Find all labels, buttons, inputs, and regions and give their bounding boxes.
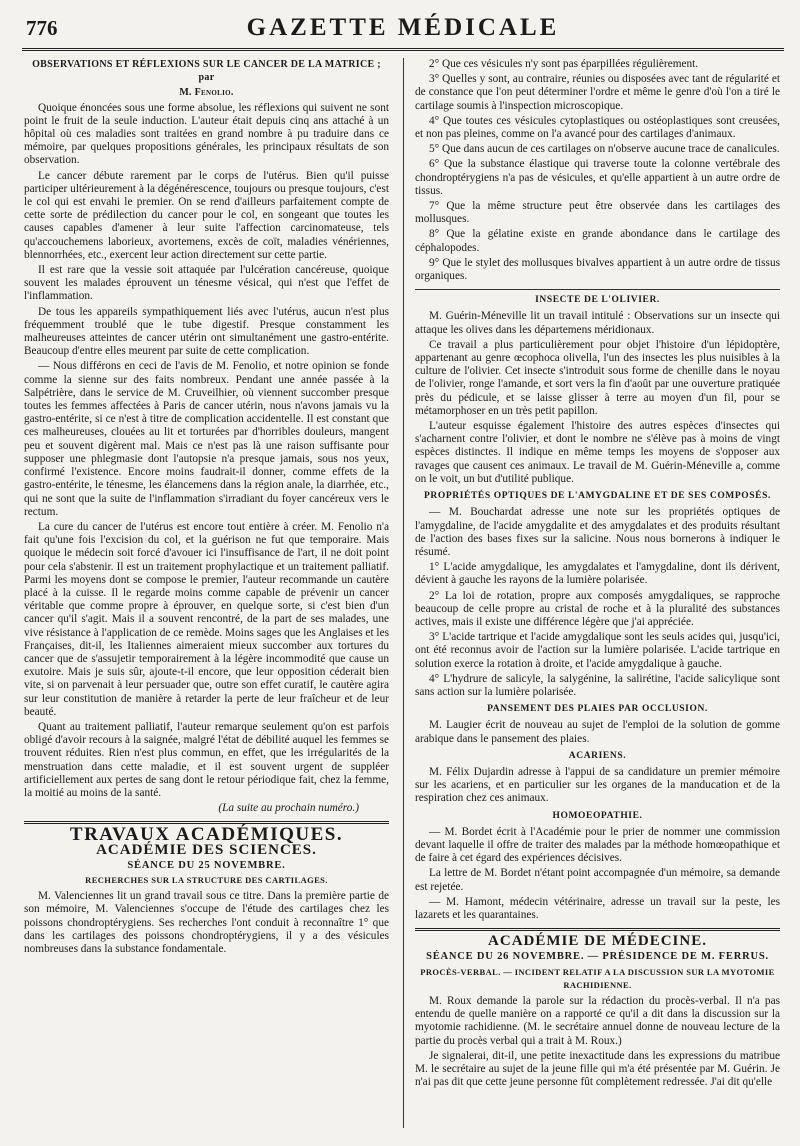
session-heading: SÉANCE DU 26 NOVEMBRE. — PRÉSIDENCE DE M. FERRUS. bbox=[426, 951, 769, 963]
section-rule bbox=[415, 928, 780, 931]
paragraph: — M. Bouchardat adresse une note sur les propriétés optiques de l'amygdaline, de l'acide amygdalite et des amygdalates et des produits résultant de l'action des bases fixes sur la salicine. Nous nous bornerons à indiquer le résumé. bbox=[415, 506, 780, 558]
article-author: M. Fenolio. bbox=[179, 87, 234, 99]
academy-heading: ACADÉMIE DES SCIENCES. bbox=[96, 841, 317, 858]
paragraph: M. Roux demande la parole sur la rédaction du procès-verbal. Il n'a pas entendu de quelle manière on a rapporté ce qu'il a dit dans la discussion sur la myotomie rachidienne. (M. le secrétaire annuel donne de nouveau lecture de la partie du procès verbal qui a trait à M. Roux.) bbox=[415, 995, 780, 1047]
list-item: 2° Que ces vésicules n'y sont pas éparpillées régulièrement. bbox=[429, 58, 699, 70]
subsection-heading: PROCÈS-VERBAL. — INCIDENT RELATIF A LA DISCUSSION SUR LA MYOTOMIE RACHIDIENNE. bbox=[420, 966, 775, 990]
list-item: 3° Quelles y sont, au contraire, réunies ou disposées avec tant de régularité et de constance que l'on peut déterminer l'ordre et même le genre d'où l'on a tiré le cartilage soumis à l'inspection microscopique. bbox=[415, 73, 780, 112]
paragraph: De tous les appareils sympathiquement liés avec l'utérus, aucun n'est plus fréquemment troublé que le tube digestif. Presque constamment les malheureuses atteintes de cancer utérin ont simultanément une gastro-entérite. Beaucoup d'entre elles meurent par suite de cette complication. bbox=[24, 305, 389, 358]
subsection-heading: ACARIENS. bbox=[568, 750, 627, 761]
subsection-heading: PANSEMENT DES PLAIES PAR OCCLUSION. bbox=[487, 704, 708, 715]
paragraph: M. Félix Dujardin adresse à l'appui de sa candidature un premier mémoire sur les acariens, et en particulier sur les organes de la manducation et de la respiration chez ces animaux. bbox=[415, 765, 780, 805]
list-item: 8° Que la gélatine existe en grande abondance dans le cartilage des céphalopodes. bbox=[415, 228, 780, 254]
paragraph: 4° L'hydrure de salicyle, la salygénine, la salirétine, l'acide salicylique sont sans action sur la lumière polarisée. bbox=[415, 672, 780, 698]
article-title bbox=[24, 58, 389, 84]
paragraph: — Nous différons en ceci de l'avis de M. Fenolio, et notre opinion se fonde comme la sienne sur des faits nombreux. Pendant une année passée à la Salpétrière, dans le service de M. Cruveilhier, où viennent succomber presque toutes les femmes affectées à Paris de cancer utérin, nous n'avons jamais vu la gastro-entérite, si ce n'est à titre de complication accidentelle. Il est constant que ces malheureuses, clouées au lit et torturées par d'horribles douleurs, mangent peu et souvent digèrent mal. Mais ce n'est pas là une raison suffisante pour supposer une phlegmasie dont l'autopsie n'a presque jamais, sous nos yeux, confirmé l'existence. Encore moins faudrait-il donner, comme effets de la gastro-entérite, le ténesme, les élancemens dans la région anale, la diarrhée, etc., qui ne sont que la suite de l'inflammation s'irradiant du foyer cancéreux vers le rectum. bbox=[24, 360, 389, 518]
paragraph: Quant au traitement palliatif, l'auteur remarque seulement qu'on est parfois obligé d'avoir recours à la saignée, malgré l'état de débilité auquel les femmes se trouvent réduites. Rien n'est plus commun, en effet, que les irrégularités de la menstruation dans cette maladie, et il est souvent urgent de suppléer artificiellement aux pertes de sang dont le retour périodique fait, chez la femme, la moitié au moins de la santé. bbox=[24, 720, 389, 799]
paragraph: 3° L'acide tartrique et l'acide amygdalique sont les seuls acides qui, jusqu'ici, ont été reconnus avoir de l'action sur la lumière polarisée. L'acide tartrique en solution exerce la rotation à droite, et l'acide amygdalique à gauche. bbox=[415, 631, 780, 670]
column-divider bbox=[403, 58, 404, 1128]
paragraph: Il est rare que la vessie soit attaquée par l'ulcération cancéreuse, quoique souvent les malades éprouvent un ténesme vésical, qui n'est que l'effet de l'inflammation. bbox=[24, 264, 389, 303]
left-column bbox=[24, 58, 389, 1128]
academy-heading: ACADÉMIE DE MÉDECINE. bbox=[488, 933, 707, 950]
list-item: 4° Que toutes ces vésicules cytoplastiques ou ostéoplastiques sont creusées, et non pas pleines, comme on l'a avancé pour des cartilages d'animaux. bbox=[415, 114, 780, 141]
paragraph: La cure du cancer de l'utérus est encore tout entière à créer. M. Fenolio n'a fait qu'une fois l'excision du col, et la guérison ne fut que temporaire. Mais quoique le médecin soit forcé d'avouer ici l'insuffisance de l'art, il ne doit point pour cela s'abstenir. Il est un traitement prophylactique et un traitement palliatif. Parmi les moyens dont se compose le premier, l'auteur recommande un cautère placé à la cuisse. Il le regarde moins comme capable de prévenir un cancer véritable que comme propre à éprouver, en quelque sorte, si c'est bien d'un cancer qu'il s'agit. Mais il a souvent rencontré, de la part de ses malades, une vive résistance à l'application de ce remède. Moins sages que les Anglaises et les Françaises, dit-il, les Italiennes aimeraient mieux succomber aux tortures du cancer que de s'assujetir temporairement à la légère incommodité que cause un exutoire. Mais je suis sûr, ajoute-t-il encore, que leur opposition céderait bien vite, si on parvenait à leur persuader que, outre son effet curatif, le cautère agira sur leur constitution de manière à retarder la perte de leur fraîcheur et de leur beauté. bbox=[24, 520, 389, 718]
paragraph: M. Guérin-Méneville lit un travail intitulé : Observations sur un insecte qui attaque les olives dans les départemens méridionaux. bbox=[415, 310, 780, 336]
paragraph: Quoique énoncées sous une forme absolue, les réflexions qui suivent ne sont point le fruit de la seule induction. L'auteur était depuis cinq ans attaché à un hôpital où ces maladies sont traitées en grand nombre à pu traduire dans ce mémoire, par quelques propositions générales, les principaux résultats de son observation. bbox=[24, 101, 389, 167]
page-number: 776 bbox=[26, 16, 58, 40]
paragraph: 2° La loi de rotation, propre aux composés amygdaliques, se rapproche beaucoup de celle propre au cristal de roche et à la pluralité des substances actives, mais il existe une différence légère que j'ai appréciée. bbox=[415, 589, 780, 628]
article-title-text: OBSERVATIONS ET RÉFLEXIONS SUR LE CANCER DE LA MATRICE ; par bbox=[32, 59, 381, 84]
subsection-heading: PROPRIÉTÉS OPTIQUES DE L'AMYGDALINE ET DE SES COMPOSÉS. bbox=[424, 491, 771, 502]
paragraph: Ce travail a plus particulièrement pour objet l'histoire d'un lépidoptère, appartenant au genre œcophoca olivella, l'un des insectes les plus nuisibles à la culture de l'olivier. Cet insecte s'introduit sous forme de chenille dans le noyau de l'olivier, ronge l'amande, et sort vers la fin d'août par une ouverture pratiquée près du pédicule, et se laisse glisser à terre au moyen d'un fil, pour se métamorphoser en un très petit papillon. bbox=[415, 338, 780, 417]
subsection-heading: INSECTE DE L'OLIVIER. bbox=[415, 289, 780, 307]
paragraph: — M. Bordet écrit à l'Académie pour le prier de nommer une commission devant laquelle il offre de traiter des malades par la méthode homœopathique et de faire à cet égard des expériences décisives. bbox=[415, 825, 780, 865]
list-item: 5° Que dans aucun de ces cartilages on n'observe aucune trace de canalicules. bbox=[429, 143, 780, 156]
paragraph: — M. Hamont, médecin vétérinaire, adresse un travail sur la peste, les lazarets et les quarantaines. bbox=[415, 895, 780, 921]
subsection-heading: HOMOEOPATHIE. bbox=[552, 810, 643, 821]
paragraph: M. Valenciennes lit un grand travail sous ce titre. Dans la première partie de son mémoire, M. Valenciennes s'occupe de l'étude des cartilages chez les poissons chondroptérygiens. Ses recherches l'ont conduit à reconnaître 1° que dans les cartilages des poissons chondroptérygiens, il y a des vésicules nombreuses dans la substance fondamentale. bbox=[24, 890, 389, 955]
paragraph: L'auteur esquisse également l'histoire des autres espèces d'insectes qui s'acharnent contre l'olivier, et dont le nombre ne s'élève pas à moins de vingt espèces distinctes. Il indique en même temps les moyens de s'opposer aux ravages que causent ces animaux. Le travail de M. Guérin-Méneville a, comme on le voit, un but d'utilité publique. bbox=[415, 420, 780, 485]
paragraph: Je signalerai, dit-il, une petite inexactitude dans les expressions du matribue M. le secrétaire au sujet de la jeune fille qui m'a été présentée par M. Guérin. Je n'ai pas dit que cette jeune personne fût complètement redressée. J'ai dit qu'elle bbox=[415, 1049, 780, 1089]
list-item: 6° Que la substance élastique qui traverse toute la colonne vertébrale des chondroptérygiens n'a pas de vésicules, et qu'elle appartient à un autre ordre de tissus. bbox=[415, 158, 780, 197]
paragraph: Le cancer débute rarement par le corps de l'utérus. Bien qu'il puisse participer ultérieurement à la dégénérescence, toujours ou presque toujours, c'est le col qui est envahi le premier. On se rend d'ailleurs parfaitement compte de cette sorte de prédilection du cancer pour le col, en songeant que toutes les causes capables d'amener à leur suite l'affection carcinomateuse, tels qu'accouchemens laborieux, avortemens, excès de coït, maladies vénériennes, blennorrhées, etc., exercent leur action directement sur cette partie. bbox=[24, 169, 389, 261]
continued-note: (La suite au prochain numéro.) bbox=[218, 802, 359, 815]
list-item: 9° Que le stylet des mollusques bivalves appartient à un autre ordre de tissus organiques. bbox=[415, 256, 780, 283]
paragraph: M. Laugier écrit de nouveau au sujet de l'emploi de la solution de gomme arabique dans le pansement des plaies. bbox=[415, 719, 780, 745]
paragraph: 1° L'acide amygdalique, les amygdalates et l'amygdaline, dont ils dérivent, dévient à gauche les rayons de la lumière polarisée. bbox=[415, 561, 780, 587]
page-header bbox=[22, 8, 784, 51]
list-item: 7° Que la même structure peut être observée dans les cartilages des mollusques. bbox=[415, 200, 780, 226]
right-column bbox=[415, 58, 780, 1128]
journal-title: GAZETTE MÉDICALE bbox=[246, 14, 560, 41]
subsection-heading: RECHERCHES SUR LA STRUCTURE DES CARTILAGES. bbox=[85, 874, 328, 885]
section-heading-academic-works: TRAVAUX ACADÉMIQUES. bbox=[69, 824, 344, 846]
newspaper-page bbox=[22, 8, 784, 1138]
session-heading: SÉANCE DU 25 NOVEMBRE. bbox=[127, 859, 286, 871]
article-author-line bbox=[24, 86, 389, 99]
paragraph: La lettre de M. Bordet n'étant point accompagnée d'un mémoire, sa demande est rejetée. bbox=[415, 867, 780, 893]
